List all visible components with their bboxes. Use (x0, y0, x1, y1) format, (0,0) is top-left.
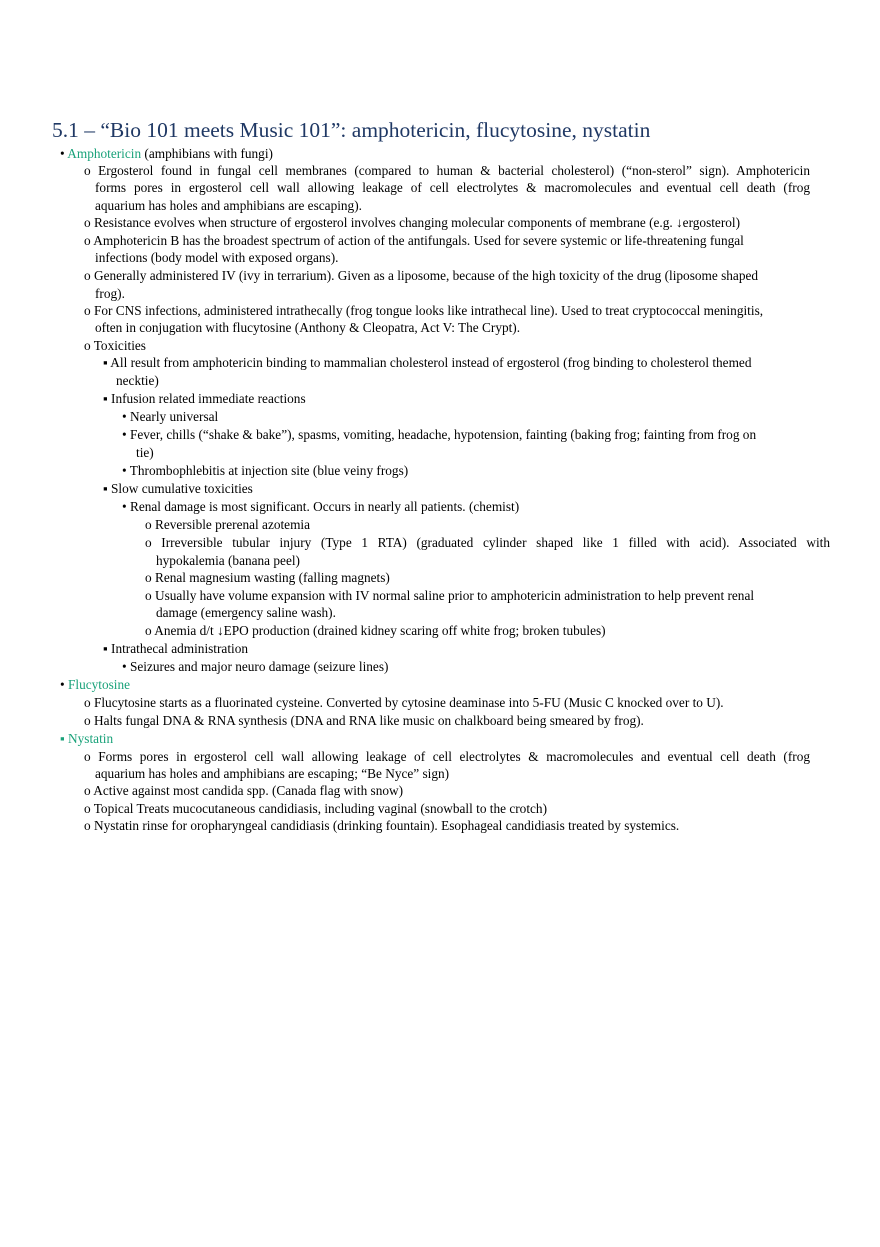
list-item: o Generally administered IV (ivy in terrarium). Given as a liposome, because of the high toxicity of the drug (liposome shaped (84, 268, 759, 283)
bullet: • (60, 677, 65, 692)
amphotericin-mnemonic: (amphibians with fungi) (141, 146, 273, 161)
amphotericin-heading (60, 146, 273, 162)
list-item: hypokalemia (banana peel) (156, 553, 300, 568)
list-item: o Ergosterol found in fungal cell membranes (compared to human & bacterial cholesterol) (“non-sterol” sign). Amphotericin (84, 163, 810, 178)
list-item: tie) (136, 445, 154, 460)
list-item: o Usually have volume expansion with IV normal saline prior to amphotericin administration to help prevent renal (145, 588, 755, 603)
list-item: damage (emergency saline wash). (156, 605, 336, 620)
list-item: o Anemia d/t ↓EPO production (drained kidney scaring off white frog; broken tubules) (145, 623, 606, 638)
list-item: infections (body model with exposed organs). (95, 250, 339, 265)
bullet: • (60, 146, 65, 161)
list-item: • Thrombophlebitis at injection site (blue veiny frogs) (122, 463, 409, 478)
section-title: 5.1 – “Bio 101 meets Music 101”: amphotericin, flucytosine, nystatin (52, 118, 651, 142)
list-item: ▪ Intrathecal administration (103, 641, 249, 656)
list-item: forms pores in ergosterol cell wall allowing leakage of cell electrolytes & macromolecules and eventual cell death (frog (95, 180, 810, 195)
list-item: o Amphotericin B has the broadest spectrum of action of the antifungals. Used for severe systemic or life-threatening fungal (84, 233, 744, 248)
list-item: • Nearly universal (122, 409, 219, 424)
list-item: • Renal damage is most significant. Occurs in nearly all patients. (chemist) (122, 499, 520, 514)
nystatin-heading (60, 731, 113, 747)
list-item: aquarium has holes and amphibians are escaping). (95, 198, 362, 213)
list-item: • Fever, chills (“shake & bake”), spasms, vomiting, headache, hypotension, fainting (baking frog; fainting from frog on (122, 427, 757, 442)
drug-name-amphotericin: Amphotericin (67, 146, 142, 161)
list-item: frog). (95, 286, 125, 301)
list-item: o Topical Treats mucocutaneous candidiasis, including vaginal (snowball to the crotch) (84, 801, 548, 816)
drug-name-flucytosine: Flucytosine (67, 677, 131, 692)
list-item: necktie) (116, 373, 159, 388)
flucytosine-heading (60, 677, 130, 693)
list-item: o Nystatin rinse for oropharyngeal candidiasis (drinking fountain). Esophageal candidiasis treated by systemics. (84, 818, 680, 833)
list-item: o Flucytosine starts as a fluorinated cysteine. Converted by cytosine deaminase into 5-FU (Music C knocked over to U). (84, 695, 724, 710)
list-item: o Active against most candida spp. (Canada flag with snow) (84, 783, 404, 798)
list-item: • Seizures and major neuro damage (seizure lines) (122, 659, 389, 674)
list-item: aquarium has holes and amphibians are escaping; “Be Nyce” sign) (95, 766, 450, 781)
list-item: ▪ Infusion related immediate reactions (103, 391, 306, 406)
list-item: o Resistance evolves when structure of ergosterol involves changing molecular components of membrane (e.g. ↓ergosterol) (84, 215, 741, 230)
list-item: o Toxicities (84, 338, 146, 353)
list-item: o Forms pores in ergosterol cell wall allowing leakage of cell electrolytes & macromolecules and eventual cell death (frog (84, 749, 810, 764)
list-item: often in conjugation with flucytosine (Anthony & Cleopatra, Act V: The Crypt). (95, 320, 521, 335)
list-item: o For CNS infections, administered intrathecally (frog tongue looks like intrathecal line). Used to treat cryptococcal meningitis, (84, 303, 764, 318)
list-item: o Halts fungal DNA & RNA synthesis (DNA and RNA like music on chalkboard being smeared by frog). (84, 713, 644, 728)
list-item: o Renal magnesium wasting (falling magnets) (145, 570, 390, 585)
drug-name-nystatin: Nystatin (68, 731, 114, 746)
bullet: ▪ (60, 731, 65, 746)
list-item: ▪ All result from amphotericin binding to mammalian cholesterol instead of ergosterol (frog binding to cholesterol themed (103, 355, 752, 370)
list-item: ▪ Slow cumulative toxicities (103, 481, 253, 496)
list-item: o Irreversible tubular injury (Type 1 RTA) (graduated cylinder shaped like 1 filled with acid). Associated with (145, 535, 830, 550)
list-item: o Reversible prerenal azotemia (145, 517, 311, 532)
